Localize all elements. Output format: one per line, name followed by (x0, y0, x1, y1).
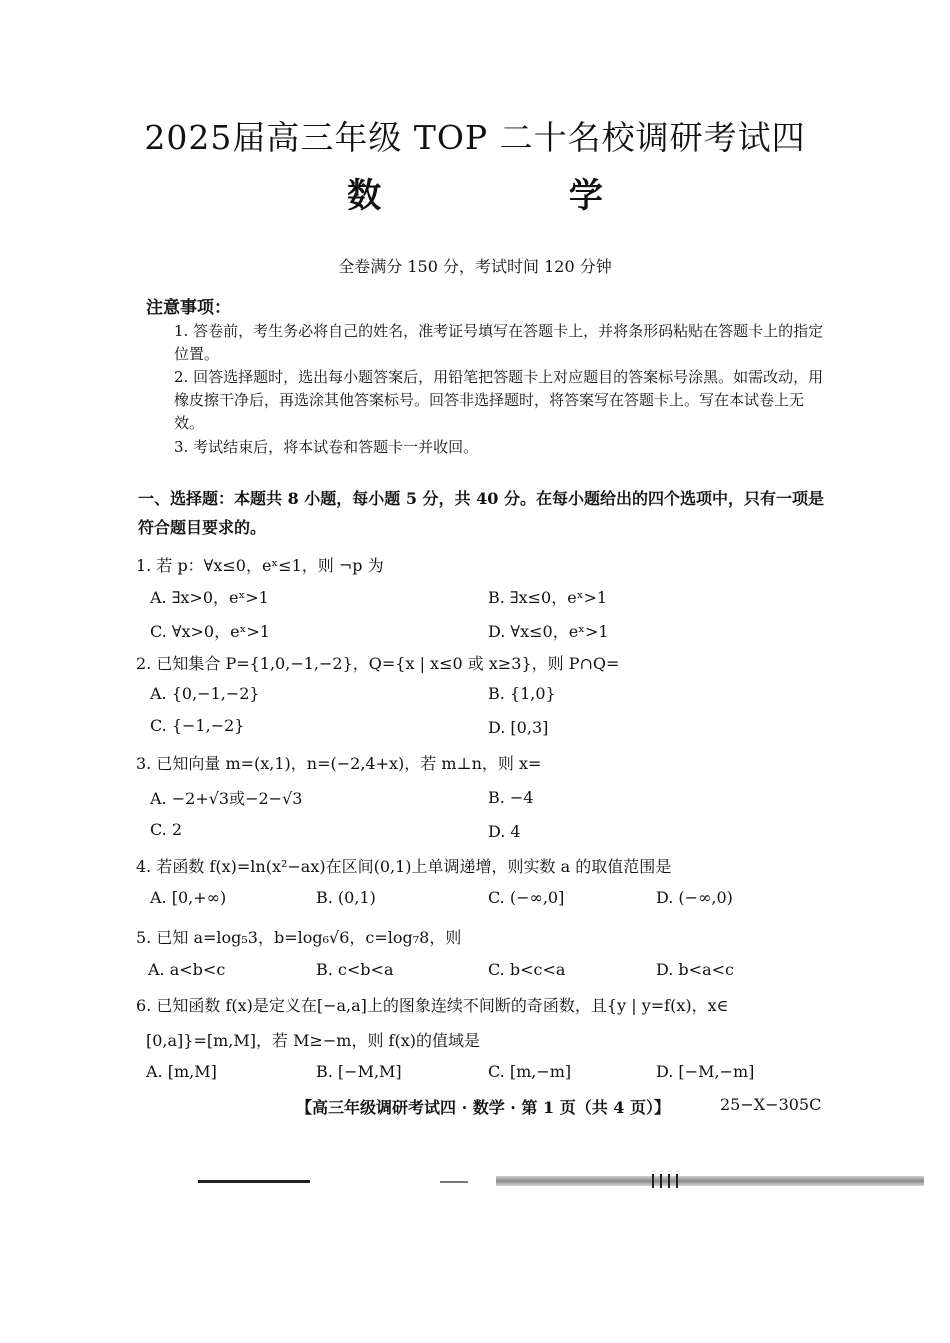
notice-item-1: 1. 答卷前，考生务必将自己的姓名，准考证号填写在答题卡上，并将条形码粘贴在答题卡上的指定位置。 (174, 322, 824, 363)
question-5-option-b: B. c<b<a (316, 960, 394, 979)
section-heading: 一、选择题：本题共 8 小题，每小题 5 分，共 40 分。在每小题给出的四个选项中，只有一项是符合题目要求的。 (138, 489, 824, 537)
question-6-option-c: C. [m,−m] (488, 1062, 572, 1081)
notice-item-3: 3. 考试结束后，将本试卷和答题卡一并收回。 (174, 438, 479, 456)
question-1-option-d: D. ∀x≤0，eˣ>1 (488, 622, 609, 641)
scan-artifact-tick (660, 1174, 662, 1188)
notice-heading: 注意事项： (146, 298, 231, 318)
question-1-option-c: C. ∀x>0，eˣ>1 (150, 622, 270, 641)
scan-artifact-line-mid (440, 1181, 468, 1183)
question-5-option-c: C. b<c<a (488, 960, 566, 979)
question-2-option-b: B. {1,0} (488, 684, 556, 703)
scan-artifact-tick (668, 1174, 670, 1188)
scan-artifact-line-left (198, 1180, 310, 1183)
question-4-stem: 4. 若函数 f(x)=ln(x²−ax)在区间(0,1)上单调递增，则实数 a 的取值范围是 (136, 857, 672, 876)
question-4-option-c: C. (−∞,0] (488, 888, 565, 907)
question-6-stem-continued: [0,a]}=[m,M]，若 M≥−m，则 f(x)的值域是 (146, 1031, 480, 1050)
question-3-option-b: B. −4 (488, 788, 534, 807)
question-6-option-a: A. [m,M] (146, 1062, 217, 1081)
question-6-option-d: D. [−M,−m] (656, 1062, 755, 1081)
question-4-option-b: B. (0,1) (316, 888, 376, 907)
question-5-option-d: D. b<a<c (656, 960, 734, 979)
question-1-option-b: B. ∃x≤0，eˣ>1 (488, 588, 608, 607)
question-2-option-a: A. {0,−1,−2} (150, 684, 260, 703)
question-3-stem: 3. 已知向量 m=(x,1)，n=(−2,4+x)，若 m⊥n，则 x= (136, 754, 542, 773)
question-1-stem: 1. 若 p：∀x≤0，eˣ≤1，则 ¬p 为 (136, 556, 384, 575)
question-2-option-d: D. [0,3] (488, 718, 549, 737)
question-4-option-a: A. [0,+∞) (150, 888, 227, 907)
scan-artifact-band-right (496, 1176, 924, 1186)
question-3-option-c: C. 2 (150, 820, 183, 839)
question-2-option-c: C. {−1,−2} (150, 716, 245, 735)
subject-title: 数 学 (347, 176, 661, 216)
exam-title: 2025届高三年级 TOP 二十名校调研考试四 (144, 118, 806, 157)
question-5-option-a: A. a<b<c (148, 960, 226, 979)
question-5-stem: 5. 已知 a=log₅3，b=log₆√6，c=log₇8，则 (136, 928, 462, 947)
question-1-option-a: A. ∃x>0，eˣ>1 (150, 588, 269, 607)
page-footer-label: 【高三年级调研考试四 · 数学 · 第 1 页（共 4 页）】 (296, 1098, 670, 1117)
question-2-stem: 2. 已知集合 P={1,0,−1,−2}，Q={x | x≤0 或 x≥3}，则 P∩Q= (136, 654, 620, 673)
notice-item-2: 2. 回答选择题时，选出每小题答案后，用铅笔把答题卡上对应题目的答案标号涂黑。如需改动，用橡皮擦干净后，再选涂其他答案标号。回答非选择题时，将答案写在答题卡上。写在本试卷上无效。 (174, 368, 824, 432)
question-4-option-d: D. (−∞,0) (656, 888, 733, 907)
question-3-option-d: D. 4 (488, 822, 521, 841)
question-3-option-a: A. −2+√3或−2−√3 (150, 789, 303, 808)
question-6-stem: 6. 已知函数 f(x)是定义在[−a,a]上的图象连续不间断的奇函数，且{y | y=f(x)，x∈ (136, 996, 729, 1015)
question-6-option-b: B. [−M,M] (316, 1062, 402, 1081)
score-info: 全卷满分 150 分，考试时间 120 分钟 (338, 257, 612, 276)
scan-artifact-tick (652, 1174, 654, 1188)
exam-code: 25−X−305C (720, 1095, 822, 1114)
scan-artifact-tick (676, 1174, 678, 1188)
